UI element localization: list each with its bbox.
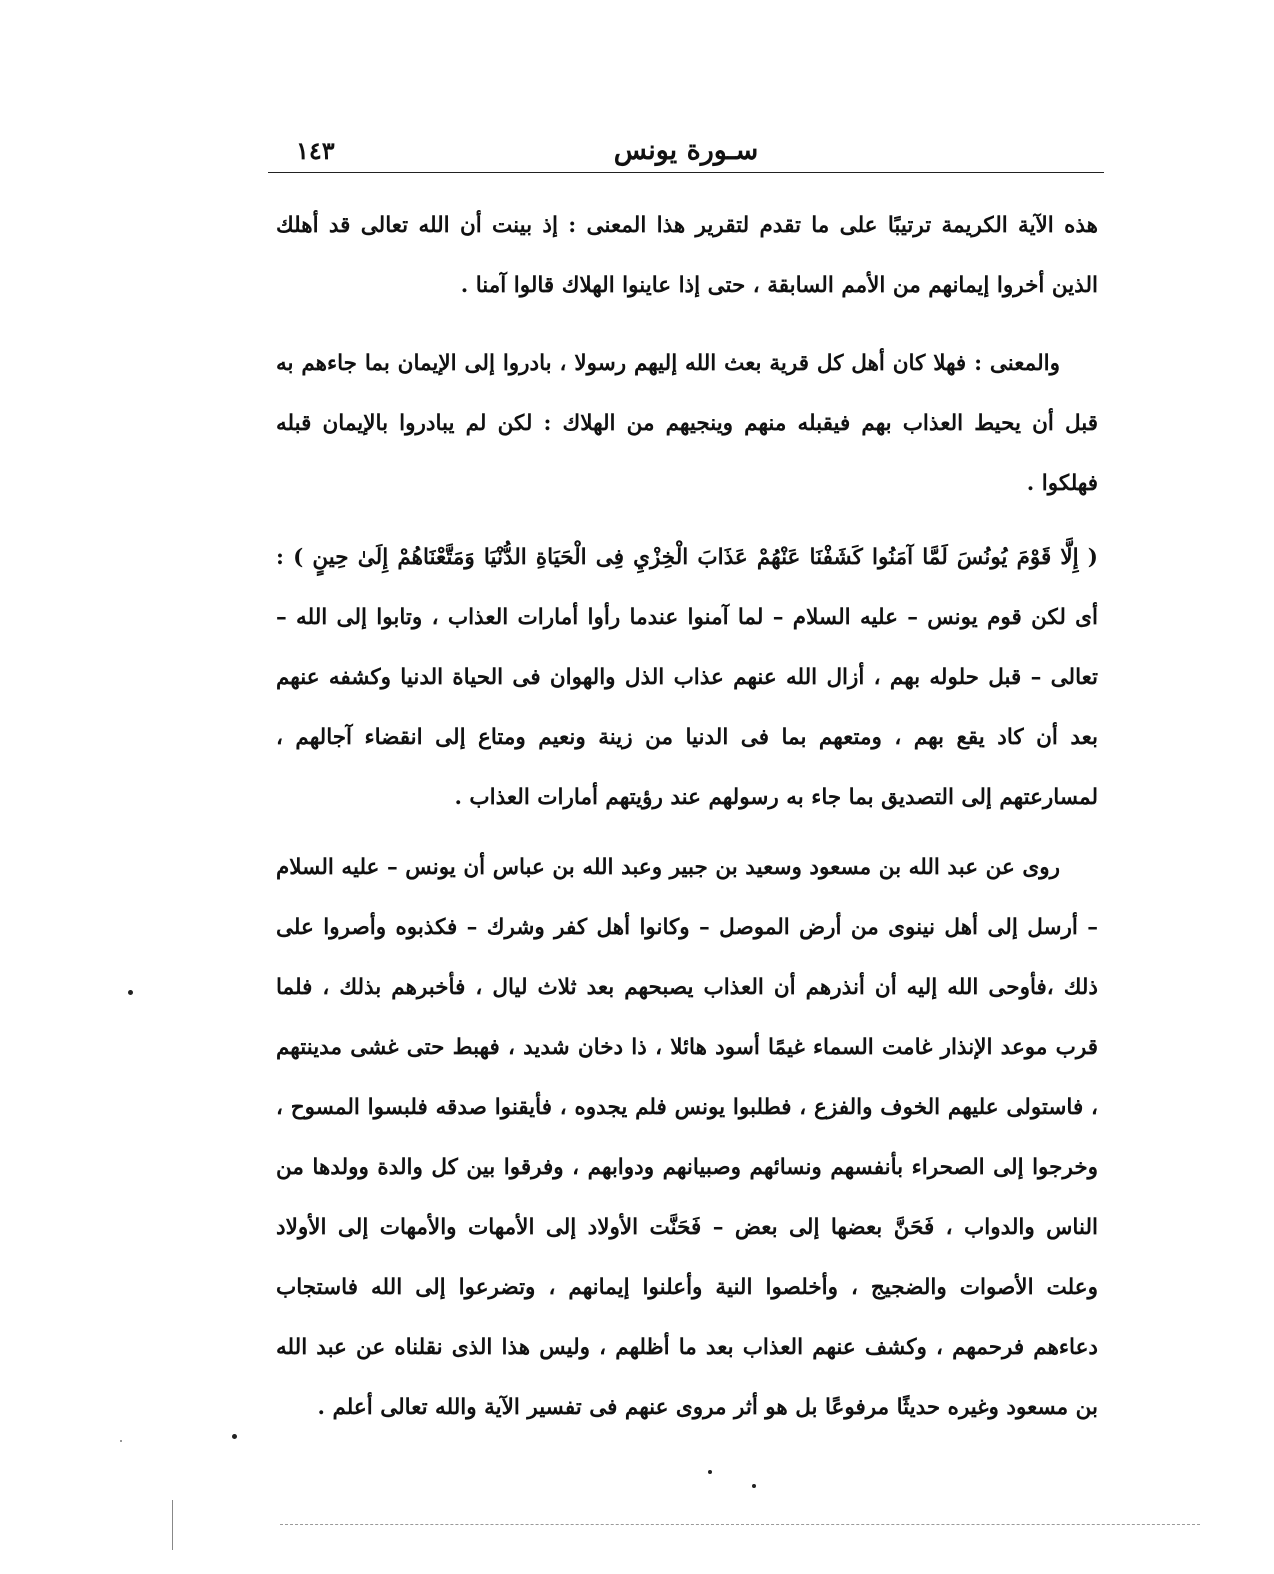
scan-speck bbox=[128, 990, 133, 995]
paragraph-2 bbox=[276, 334, 1098, 514]
paragraph-3-text: : أى لكن قوم يونس – عليه السلام – لما آمنوا عندما رأوا أمارات العذاب ، وتابوا إلى الله – تعالى – قبل حلوله بهم ، أزال الله عنهم عذاب الذل والهوان فى الحياة الدنيا وكشفه عنهم بعد أن كاد يقع بهم ، ومتعهم بما فى الدنيا من زينة ونعيم ومتاع إلى انقضاء آجالهم ، لمسارعتهم إلى التصديق بما جاء به رسولهم عند رؤيتهم أمارات العذاب . bbox=[276, 545, 1098, 810]
scan-speck bbox=[708, 1470, 712, 1474]
bottom-rule bbox=[280, 1524, 1200, 1525]
quran-verse: ( إِلَّا قَوْمَ يُونُسَ لَمَّا آمَنُوا كَشَفْنَا عَنْهُمْ عَذَابَ الْخِزْيِ فِى الْحَيَاةِ الدُّنْيَا وَمَتَّعْنَاهُمْ إِلَىٰ حِينٍ ) bbox=[293, 545, 1098, 570]
paragraph-3-body bbox=[276, 528, 1098, 828]
header-rule bbox=[268, 172, 1104, 173]
paragraph-2-text: والمعنى : فهلا كان أهل كل قرية بعث الله إليهم رسولا ، بادروا إلى الإيمان بما جاءهم به قبل أن يحيط العذاب بهم فيقبله منهم وينجيهم من الهلاك : لكن لم يبادروا بالإيمان قبله فهلكوا . bbox=[276, 351, 1098, 496]
page-number: ١٤٣ bbox=[296, 136, 335, 165]
scan-speck bbox=[120, 1440, 122, 1442]
paragraph-1 bbox=[276, 196, 1098, 316]
scan-mark bbox=[172, 1500, 173, 1550]
paragraph-3 bbox=[276, 528, 1098, 828]
page-header bbox=[268, 128, 1104, 172]
paragraph-4-text: روى عن عبد الله بن مسعود وسعيد بن جبير وعبد الله بن عباس أن يونس – عليه السلام – أرسل إلى أهل نينوى من أرض الموصل – وكانوا أهل كفر وشرك – فكذبوه وأصروا على ذلك ،فأوحى الله إليه أن أنذرهم أن العذاب يصبحهم بعد ثلاث ليال ، فأخبرهم بذلك ، فلما قرب موعد الإنذار غامت السماء غيمًا أسود هائلا ، ذا دخان شديد ، فهبط حتى غشى مدينتهم ، فاستولى عليهم الخوف والفزع ، فطلبوا يونس فلم يجدوه ، فأيقنوا صدقه فلبسوا المسوح ، وخرجوا إلى الصحراء بأنفسهم ونسائهم وصبيانهم ودوابهم ، وفرقوا بين كل والدة وولدها من الناس والدواب ، فَحَنَّ بعضها إلى بعض – فَحَنَّت الأولاد إلى الأمهات والأمهات إلى الأولاد وعلت الأصوات والضجيج ، وأخلصوا النية وأعلنوا إيمانهم ، وتضرعوا إلى الله فاستجاب دعاءهم فرحمهم ، وكشف عنهم العذاب بعد ما أظلهم ، وليس هذا الذى نقلناه عن عبد الله بن مسعود وغيره حديثًا مرفوعًا بل هو أثر مروى عنهم فى تفسير الآية والله تعالى أعلم . bbox=[276, 855, 1098, 1420]
scan-speck bbox=[232, 1434, 237, 1439]
paragraph-1-text: هذه الآية الكريمة ترتيبًا على ما تقدم لتقرير هذا المعنى : إذ بينت أن الله تعالى قد أهلك الذين أخروا إيمانهم من الأمم السابقة ، حتى إذا عاينوا الهلاك قالوا آمنا . bbox=[276, 213, 1098, 298]
scan-speck bbox=[752, 1484, 756, 1488]
paragraph-4 bbox=[276, 838, 1098, 1438]
running-title: سـورة يونس bbox=[613, 135, 759, 166]
